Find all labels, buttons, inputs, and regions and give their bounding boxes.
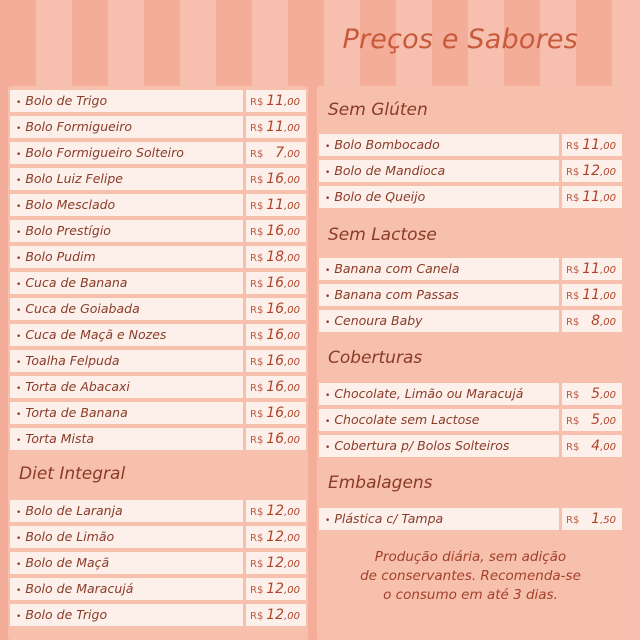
price-row	[10, 116, 306, 138]
price-row	[10, 376, 306, 398]
item-name	[10, 552, 243, 574]
item-price	[246, 272, 306, 294]
price-row	[319, 409, 622, 431]
price-row	[319, 508, 622, 530]
item-price	[246, 428, 306, 450]
item-price	[562, 258, 622, 280]
price-row	[10, 246, 306, 268]
item-name-text: Bolo de Maracujá	[25, 581, 134, 596]
price-row	[10, 604, 306, 626]
currency-label: R$	[250, 357, 264, 368]
item-name	[10, 220, 243, 242]
item-name	[319, 258, 559, 280]
currency-label: R$	[250, 253, 264, 264]
diet-section-title: Diet Integral	[19, 464, 126, 484]
currency-label: R$	[250, 175, 264, 186]
item-name-text: Bolo Pudim	[25, 249, 96, 264]
price-row	[319, 160, 622, 182]
price-value: 11,00	[266, 119, 300, 135]
item-price	[246, 116, 306, 138]
price-value: 4,00	[591, 438, 616, 454]
price-row	[319, 284, 622, 306]
bullet-icon: •	[16, 228, 22, 238]
bullet-icon: •	[16, 124, 22, 134]
price-value: 1,50	[591, 511, 616, 527]
item-price	[246, 246, 306, 268]
price-row	[10, 578, 306, 600]
item-price	[246, 350, 306, 372]
left-price-panel	[8, 86, 308, 640]
currency-label: R$	[250, 149, 264, 160]
item-name-text: Torta de Abacaxi	[25, 379, 130, 394]
currency-label: R$	[250, 409, 264, 420]
item-price	[246, 324, 306, 346]
bullet-icon: •	[325, 168, 331, 178]
currency-label: R$	[566, 317, 580, 328]
item-name-text: Chocolate, Limão ou Maracujá	[334, 386, 524, 401]
item-name	[10, 526, 243, 548]
currency-label: R$	[250, 305, 264, 316]
bullet-icon: •	[16, 254, 22, 264]
bullet-icon: •	[16, 280, 22, 290]
currency-label: R$	[250, 559, 264, 570]
price-row	[10, 168, 306, 190]
currency-label: R$	[250, 435, 264, 446]
price-value: 12,00	[266, 503, 300, 519]
item-name	[10, 350, 243, 372]
item-name-text: Torta de Banana	[25, 405, 128, 420]
price-value: 11,00	[582, 189, 616, 205]
bullet-icon: •	[16, 436, 22, 446]
item-price	[246, 578, 306, 600]
item-name	[319, 284, 559, 306]
item-name-text: Banana com Canela	[334, 261, 460, 276]
item-name-text: Bolo de Queijo	[334, 189, 426, 204]
price-value: 12,00	[266, 607, 300, 623]
item-name	[10, 90, 243, 112]
currency-label: R$	[250, 123, 264, 134]
item-price	[246, 168, 306, 190]
currency-label: R$	[566, 390, 580, 401]
item-price	[562, 186, 622, 208]
price-value: 16,00	[266, 301, 300, 317]
price-value: 11,00	[582, 137, 616, 153]
item-name	[319, 186, 559, 208]
bullet-icon: •	[325, 266, 331, 276]
currency-label: R$	[250, 279, 264, 290]
item-name-text: Bolo Prestígio	[25, 223, 111, 238]
bullet-icon: •	[16, 306, 22, 316]
bullet-icon: •	[325, 292, 331, 302]
item-price	[246, 500, 306, 522]
footnote-line-3: o consumo em até 3 dias.	[383, 587, 558, 603]
item-price	[562, 134, 622, 156]
bullet-icon: •	[325, 443, 331, 453]
currency-label: R$	[250, 383, 264, 394]
item-name-text: Bolo Formigueiro Solteiro	[25, 145, 184, 160]
bullet-icon: •	[16, 176, 22, 186]
price-row	[10, 324, 306, 346]
currency-label: R$	[566, 193, 580, 204]
footnote-line-2: de conservantes. Recomenda-se	[360, 568, 581, 584]
item-price	[562, 508, 622, 530]
item-name-text: Cuca de Banana	[25, 275, 128, 290]
price-row	[10, 194, 306, 216]
item-name	[319, 310, 559, 332]
price-row	[319, 310, 622, 332]
price-value: 12,00	[266, 581, 300, 597]
item-price	[562, 409, 622, 431]
price-value: 16,00	[266, 275, 300, 291]
price-value: 7,00	[275, 145, 300, 161]
price-row	[319, 186, 622, 208]
item-name-text: Bolo Formigueiro	[25, 119, 133, 134]
item-name-text: Bolo Bombocado	[334, 137, 440, 152]
item-name-text: Cobertura p/ Bolos Solteiros	[334, 438, 510, 453]
item-name-text: Bolo de Trigo	[25, 607, 108, 622]
currency-label: R$	[566, 167, 580, 178]
item-name	[10, 428, 243, 450]
currency-label: R$	[566, 515, 580, 526]
page-title: Preços e Sabores	[342, 24, 578, 55]
price-value: 11,00	[266, 197, 300, 213]
price-row	[10, 220, 306, 242]
price-value: 5,00	[591, 412, 616, 428]
price-value: 16,00	[266, 431, 300, 447]
item-name	[10, 376, 243, 398]
item-name	[10, 116, 243, 138]
price-row	[10, 526, 306, 548]
bullet-icon: •	[325, 391, 331, 401]
currency-label: R$	[250, 227, 264, 238]
item-price	[246, 526, 306, 548]
item-price	[246, 90, 306, 112]
currency-label: R$	[250, 201, 264, 212]
coberturas-title: Coberturas	[328, 348, 423, 368]
currency-label: R$	[250, 97, 264, 108]
price-value: 11,00	[266, 93, 300, 109]
price-value: 16,00	[266, 405, 300, 421]
currency-label: R$	[566, 141, 580, 152]
embalagens-title: Embalagens	[328, 473, 433, 493]
item-name	[10, 168, 243, 190]
bullet-icon: •	[16, 150, 22, 160]
currency-label: R$	[250, 533, 264, 544]
currency-label: R$	[566, 265, 580, 276]
item-name-text: Bolo de Maçã	[25, 555, 110, 570]
price-value: 16,00	[266, 327, 300, 343]
bullet-icon: •	[16, 358, 22, 368]
item-name-text: Cenoura Baby	[334, 313, 423, 328]
sem-lactose-title: Sem Lactose	[328, 225, 437, 245]
bullet-icon: •	[16, 332, 22, 342]
item-name	[319, 435, 559, 457]
currency-label: R$	[250, 331, 264, 342]
bullet-icon: •	[16, 410, 22, 420]
price-row	[10, 272, 306, 294]
item-price	[246, 194, 306, 216]
item-price	[246, 402, 306, 424]
price-value: 12,00	[582, 163, 616, 179]
item-price	[562, 435, 622, 457]
currency-label: R$	[250, 611, 264, 622]
price-value: 12,00	[266, 529, 300, 545]
item-price	[562, 383, 622, 405]
right-price-panel	[317, 86, 624, 640]
item-name-text: Bolo Mesclado	[25, 197, 116, 212]
bullet-icon: •	[325, 318, 331, 328]
item-price	[246, 142, 306, 164]
item-name	[319, 409, 559, 431]
item-name	[10, 142, 243, 164]
item-name-text: Bolo de Mandioca	[334, 163, 446, 178]
bullet-icon: •	[16, 534, 22, 544]
item-name-text: Bolo Luiz Felipe	[25, 171, 123, 186]
bullet-icon: •	[16, 586, 22, 596]
price-value: 18,00	[266, 249, 300, 265]
item-price	[246, 220, 306, 242]
item-name	[10, 402, 243, 424]
item-name	[10, 500, 243, 522]
item-name	[10, 246, 243, 268]
item-name-text: Torta Mista	[25, 431, 95, 446]
price-row	[319, 383, 622, 405]
item-price	[246, 604, 306, 626]
item-name-text: Plástica c/ Tampa	[334, 511, 444, 526]
item-name	[319, 134, 559, 156]
item-name-text: Bolo de Trigo	[25, 93, 108, 108]
price-value: 16,00	[266, 223, 300, 239]
price-value: 8,00	[591, 313, 616, 329]
item-name	[319, 508, 559, 530]
price-value: 12,00	[266, 555, 300, 571]
price-value: 16,00	[266, 171, 300, 187]
price-row	[10, 90, 306, 112]
item-name	[10, 324, 243, 346]
price-value: 5,00	[591, 386, 616, 402]
footnote	[317, 548, 624, 605]
item-price	[246, 298, 306, 320]
item-name-text: Toalha Felpuda	[25, 353, 120, 368]
price-value: 11,00	[582, 261, 616, 277]
bullet-icon: •	[325, 142, 331, 152]
price-row	[319, 435, 622, 457]
bullet-icon: •	[16, 560, 22, 570]
currency-label: R$	[250, 507, 264, 518]
currency-label: R$	[566, 291, 580, 302]
bullet-icon: •	[16, 612, 22, 622]
sem-gluten-title: Sem Glúten	[328, 100, 428, 120]
item-name	[10, 298, 243, 320]
item-name-text: Cuca de Goiabada	[25, 301, 140, 316]
item-price	[562, 310, 622, 332]
bullet-icon: •	[16, 508, 22, 518]
item-price	[562, 284, 622, 306]
price-row	[319, 134, 622, 156]
price-row	[10, 402, 306, 424]
item-price	[246, 376, 306, 398]
currency-label: R$	[250, 585, 264, 596]
item-name-text: Bolo de Laranja	[25, 503, 123, 518]
price-value: 16,00	[266, 353, 300, 369]
price-row	[10, 142, 306, 164]
bullet-icon: •	[325, 417, 331, 427]
price-row	[10, 428, 306, 450]
item-price	[246, 552, 306, 574]
item-name-text: Bolo de Limão	[25, 529, 115, 544]
item-name-text: Chocolate sem Lactose	[334, 412, 480, 427]
bullet-icon: •	[16, 384, 22, 394]
price-value: 16,00	[266, 379, 300, 395]
price-row	[10, 298, 306, 320]
footnote-line-1: Produção diária, sem adição	[374, 549, 567, 565]
price-row	[10, 500, 306, 522]
item-name	[10, 604, 243, 626]
item-name	[10, 272, 243, 294]
item-name	[319, 160, 559, 182]
price-row	[10, 350, 306, 372]
price-value: 11,00	[582, 287, 616, 303]
item-name	[10, 194, 243, 216]
item-name	[10, 578, 243, 600]
currency-label: R$	[566, 442, 580, 453]
item-price	[562, 160, 622, 182]
item-name	[319, 383, 559, 405]
bullet-icon: •	[325, 516, 331, 526]
bullet-icon: •	[325, 194, 331, 204]
price-row	[319, 258, 622, 280]
bullet-icon: •	[16, 98, 22, 108]
price-row	[10, 552, 306, 574]
bullet-icon: •	[16, 202, 22, 212]
currency-label: R$	[566, 416, 580, 427]
item-name-text: Banana com Passas	[334, 287, 459, 302]
item-name-text: Cuca de Maçã e Nozes	[25, 327, 167, 342]
